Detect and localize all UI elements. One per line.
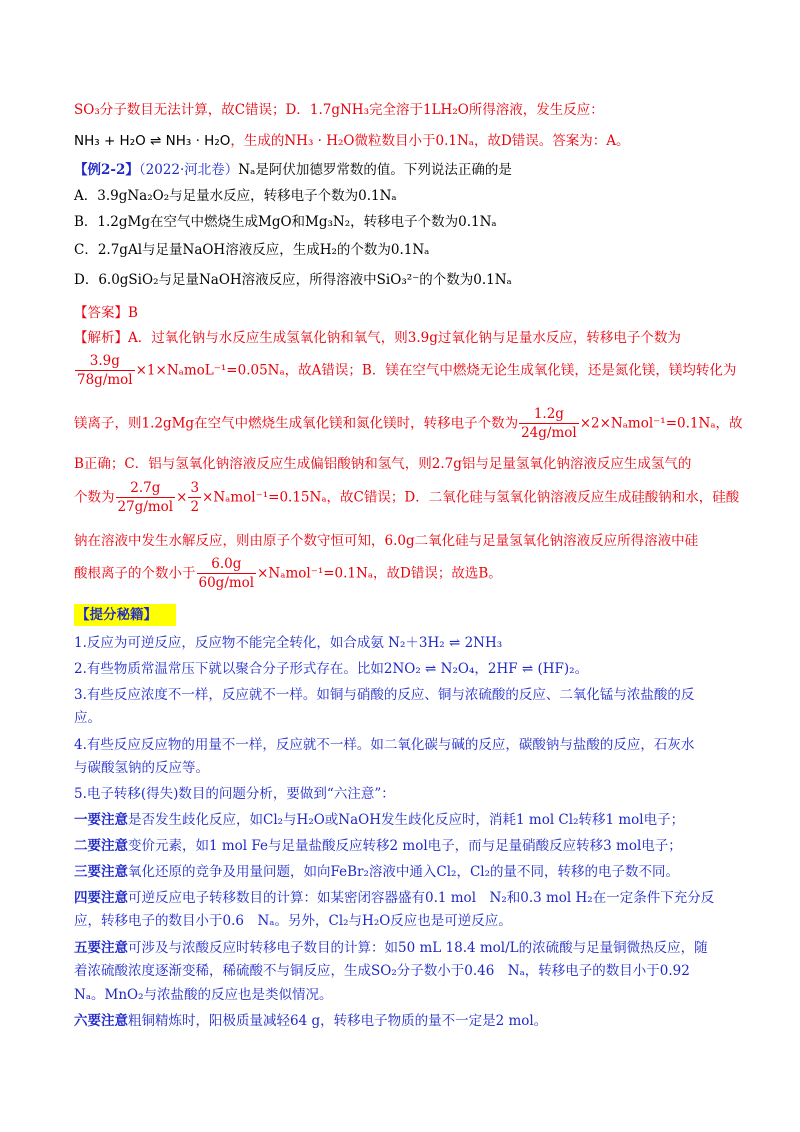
note-2: 二要注意变价元素，如1 mol Fe与足量盐酸反应转移2 mol电子，而与足量硝酸反应转移3 mol电子； <box>74 838 682 854</box>
fraction: $\frac{2.7g}{\text{27g/mol}}$ <box>117 480 174 515</box>
fraction: $\frac{1.2g}{\text{24g/mol}}$ <box>521 406 577 441</box>
note-5c: Nₐ。MnO₂与浓盐酸的反应也是类似情况。 <box>74 987 333 1003</box>
example-source: （2022·河北卷） <box>138 162 239 178</box>
top-line-2-text: ，生成的NH₃ · H₂O微粒数目小于0.1Nₐ，故D错误。答案为：A。 <box>230 133 630 149</box>
option-d: D．6.0gSiO₂与足量NaOH溶液反应，所得溶液中SiO₃²⁻的个数为0.1Nₐ <box>74 272 512 288</box>
example-stem: Nₐ是阿伏加德罗常数的值。下列说法正确的是 <box>238 162 512 178</box>
tip-5: 5.电子转移(得失)数目的问题分析，要做到“六注意”： <box>74 786 395 802</box>
analysis-line-1: 【解析】A．过氧化钠与水反应生成氢氧化钠和氧气，则3.9g过氧化钠与足量水反应，转移电子个数为 <box>74 330 681 346</box>
note-5b: 着浓硫酸浓度逐渐变稀，稀硫酸不与铜反应，生成SO₂分子数小于0.46 Nₐ，转移电子的数目小于0.92 <box>74 963 690 979</box>
analysis-line-4: B正确；C．铝与氢氧化钠溶液反应生成偏铝酸钠和氢气，则2.7g铝与足量氢氧化钠溶液反应生成氢气的 <box>74 456 692 472</box>
reaction-equation: NH₃ + H₂O ⇌ NH₃ · H₂O <box>74 133 231 149</box>
answer: 【答案】B <box>74 305 138 321</box>
fraction: $\frac{3.9g}{\text{78g/mol}}$ <box>77 353 133 388</box>
tip-1: 1.反应为可逆反应，反应物不能完全转化，如合成氨 N₂＋3H₂ ⇌ 2NH₃ <box>74 635 503 651</box>
option-c: C．2.7gAl与足量NaOH溶液反应，生成H₂的个数为0.1Nₐ <box>74 242 430 258</box>
note-1: 一要注意是否发生歧化反应，如Cl₂与H₂O或NaOH发生歧化反应时，消耗1 mol Cl₂转移1 mol电子； <box>74 812 685 828</box>
note-5a: 五要注意可涉及与浓酸反应时转移电子数目的计算：如50 mL 18.4 mol/L的浓硫酸与足量铜微热反应，随 <box>74 940 708 956</box>
fraction: $\frac{3}{2}$ <box>190 480 200 515</box>
option-a: A．3.9gNa₂O₂与足量水反应，转移电子个数为0.1Nₐ <box>74 188 397 204</box>
tips-title: 【提分秘籍】 <box>74 604 176 626</box>
tip-2: 2.有些物质常温常压下就以聚合分子形式存在。比如2NO₂ ⇌ N₂O₄，2HF ⇌ (HF)₂。 <box>74 661 589 677</box>
top-line-2 <box>74 131 740 151</box>
tip-3b: 应。 <box>74 710 101 726</box>
tip-4b: 与碳酸氢钠的反应等。 <box>74 760 209 776</box>
analysis-line-5: 个数为 $\frac{2.7g}{\text{27g/mol}}$ × $\frac{3}{2}$ ×Nₐmol⁻¹=0.15Nₐ，故C错误；D．二氧化硅与氢氧化钠溶液反应生成硅酸钠和水，硅酸 <box>74 480 740 515</box>
note-3: 三要注意氧化还原的竞争及用量问题，如向FeBr₂溶液中通入Cl₂，Cl₂的量不同，转移的电子数不同。 <box>74 864 680 880</box>
analysis-line-7: 酸根离子的个数小于 $\frac{6.0g}{\text{60g/mol}}$ ×Nₐmol⁻¹=0.1Nₐ，故D错误；故选B。 <box>74 556 502 591</box>
analysis-line-6: 钠在溶液中发生水解反应，则由原子个数守恒可知，6.0g二氧化硅与足量氢氧化钠溶液反应所得溶液中硅 <box>74 533 699 549</box>
tip-4a: 4.有些反应反应物的用量不一样，反应就不一样。如二氧化碳与碱的反应，碳酸钠与盐酸的反应，石灰水 <box>74 737 695 753</box>
analysis-line-3: 镁离子，则1.2gMg在空气中燃烧生成氧化镁和氮化镁时，转移电子个数为 $\frac{1.2g}{\text{24g/mol}}$ ×2×Nₐmol⁻¹=0.1Nₐ，故 <box>74 406 743 441</box>
option-b: B．1.2gMg在空气中燃烧生成MgO和Mg₃N₂，转移电子个数为0.1Nₐ <box>74 214 497 230</box>
example-header <box>74 160 740 180</box>
example-tag: 【例2-2】 <box>74 162 139 178</box>
fraction: $\frac{6.0g}{\text{60g/mol}}$ <box>198 556 255 591</box>
analysis-line-2: $\frac{3.9g}{\text{78g/mol}}$ ×1×NₐmoL⁻¹=0.05Nₐ，故A错误；B．镁在空气中燃烧无论生成氧化镁，还是氮化镁，镁均转化为 <box>77 353 737 388</box>
top-line-1: SO₃分子数目无法计算，故C错误；D．1.7gNH₃完全溶于1LH₂O所得溶液，发生反应： <box>74 102 604 118</box>
note-6: 六要注意粗铜精炼时，阳极质量减轻64 g，转移电子物质的量不一定是2 mol。 <box>74 1013 548 1029</box>
note-4a: 四要注意可逆反应电子转移数目的计算：如某密闭容器盛有0.1 mol N₂和0.3 mol H₂在一定条件下充分反 <box>74 890 715 906</box>
tip-3a: 3.有些反应浓度不一样，反应就不一样。如铜与硝酸的反应、铜与浓硫酸的反应、二氧化锰与浓盐酸的反 <box>74 687 695 703</box>
note-4b: 应，转移电子的数目小于0.6 Nₐ。另外，Cl₂与H₂O反应也是可逆反应。 <box>74 913 512 929</box>
